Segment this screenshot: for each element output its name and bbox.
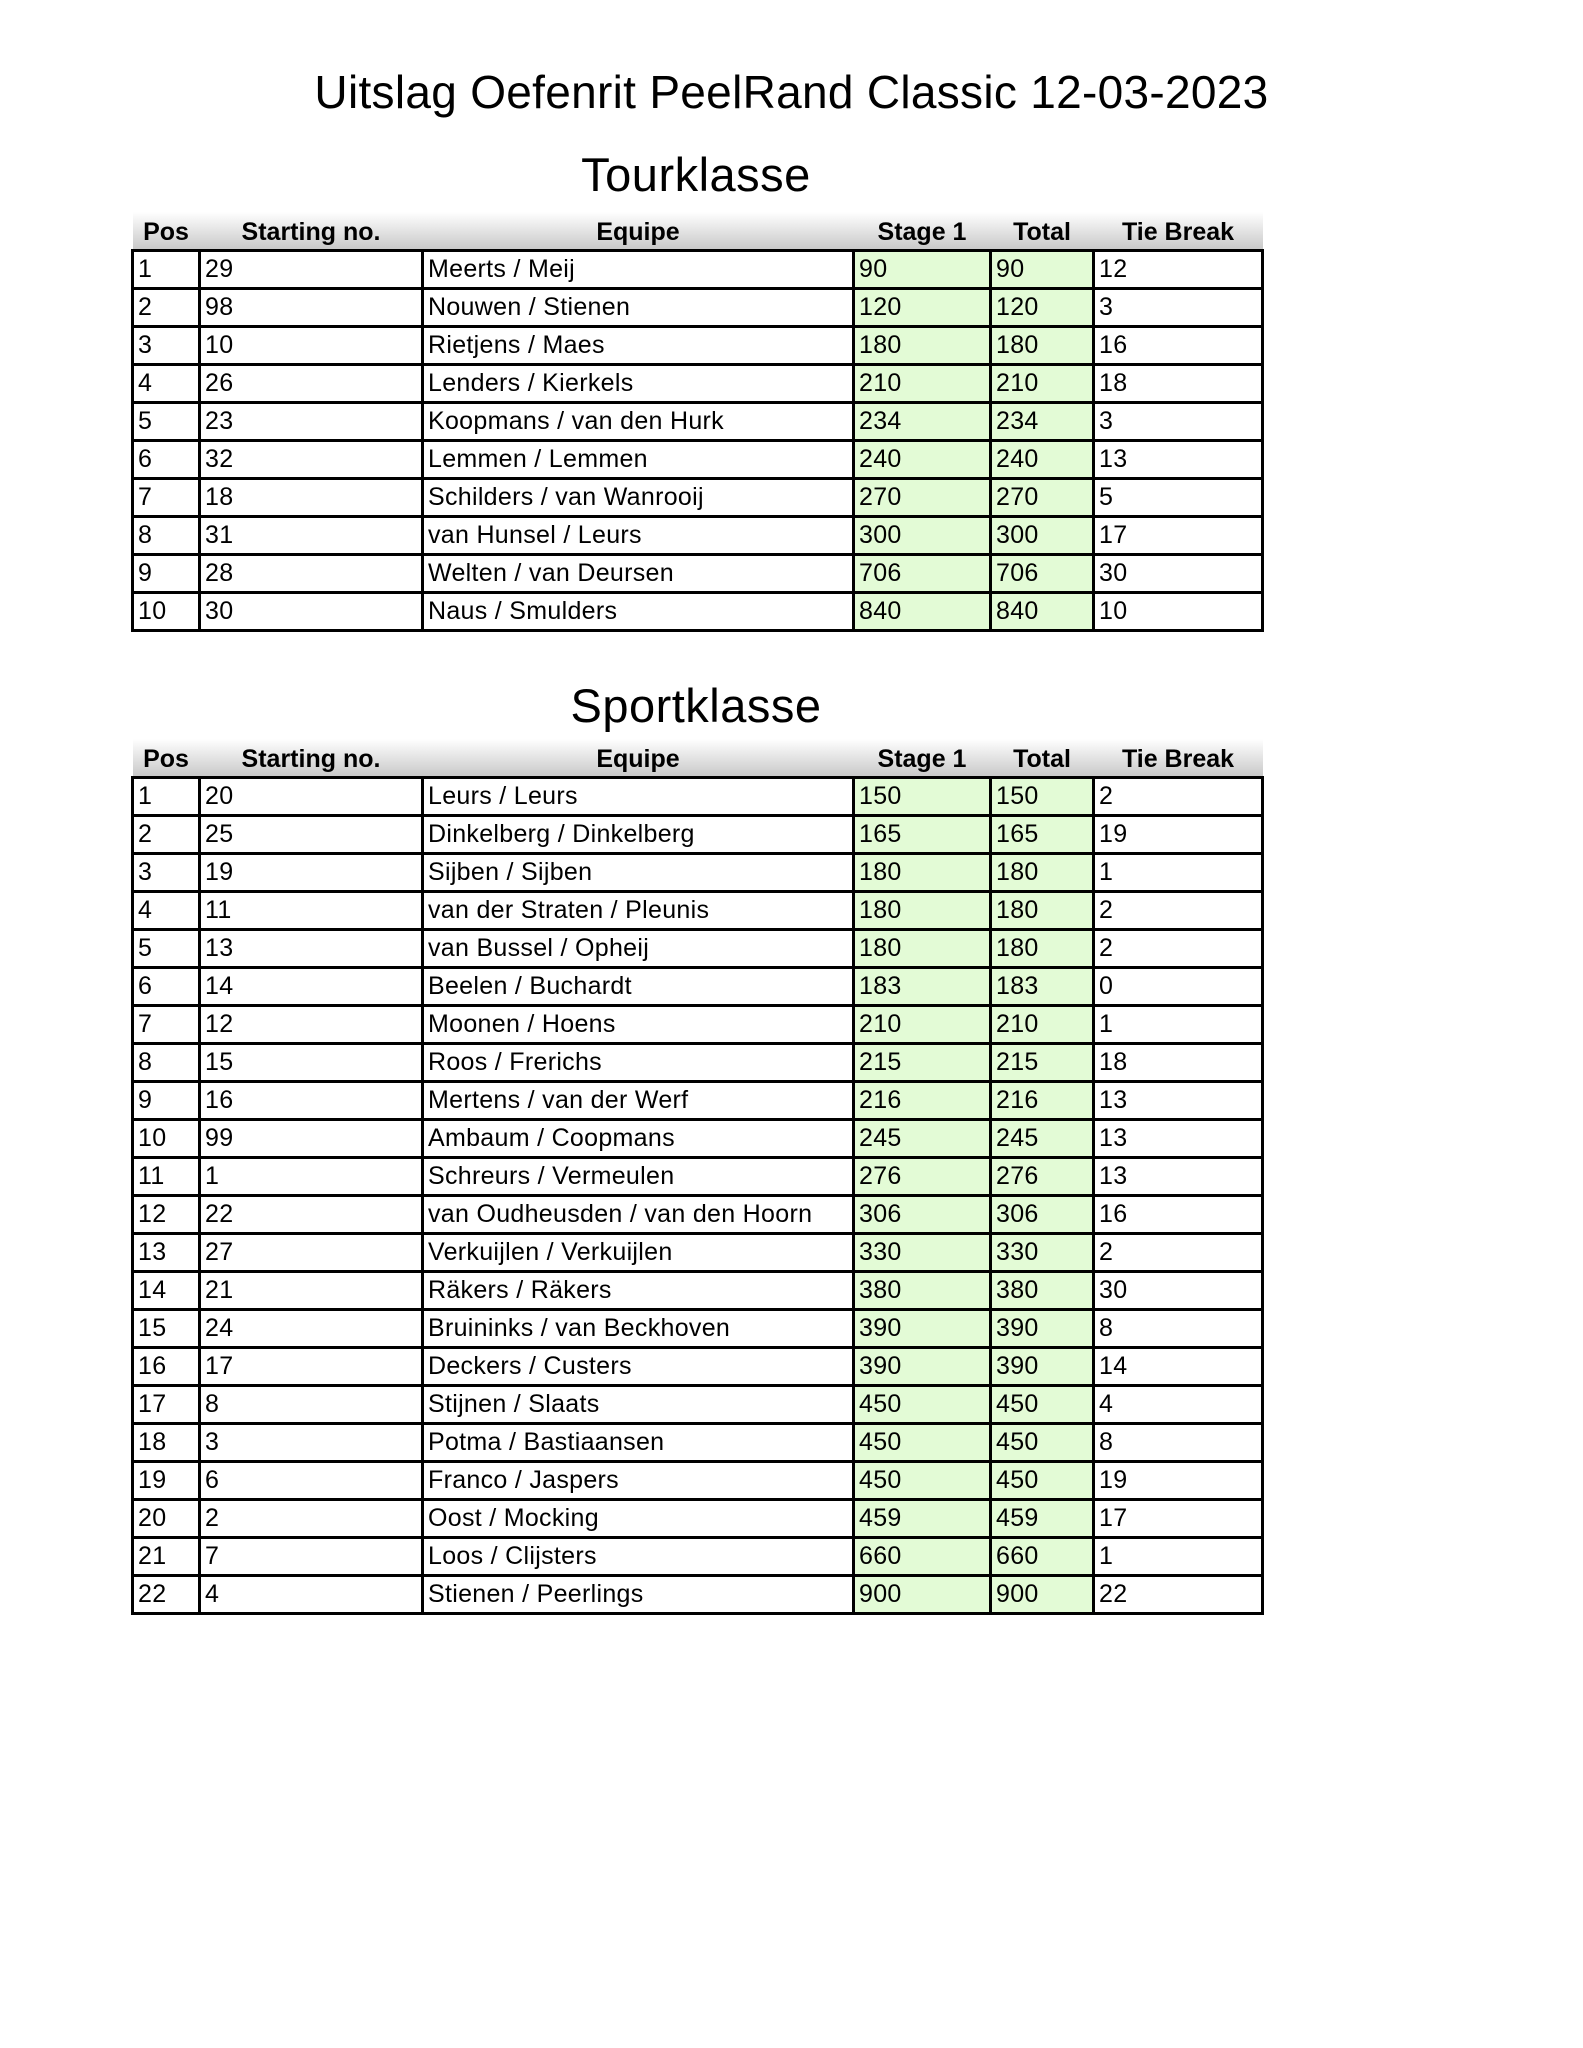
cell-tie-break: 13 — [1094, 1157, 1263, 1195]
table-row — [133, 1005, 1263, 1043]
cell-pos: 11 — [133, 1157, 200, 1195]
cell-total: 180 — [991, 326, 1094, 364]
column-header-tie-break: Tie Break — [1094, 212, 1263, 250]
cell-stage1: 900 — [854, 1575, 991, 1613]
cell-starting-no: 32 — [200, 440, 423, 478]
cell-starting-no: 10 — [200, 326, 423, 364]
cell-starting-no: 21 — [200, 1271, 423, 1309]
cell-stage1: 183 — [854, 967, 991, 1005]
cell-tie-break: 12 — [1094, 250, 1263, 288]
cell-total: 180 — [991, 929, 1094, 967]
cell-stage1: 306 — [854, 1195, 991, 1233]
cell-pos: 6 — [133, 440, 200, 478]
cell-starting-no: 15 — [200, 1043, 423, 1081]
cell-total: 180 — [991, 891, 1094, 929]
cell-total: 270 — [991, 478, 1094, 516]
table-row — [133, 516, 1263, 554]
cell-total: 210 — [991, 364, 1094, 402]
cell-tie-break: 1 — [1094, 853, 1263, 891]
cell-pos: 18 — [133, 1423, 200, 1461]
cell-starting-no: 30 — [200, 592, 423, 630]
sportklasse-title: Sportklasse — [570, 679, 822, 732]
cell-pos: 12 — [133, 1195, 200, 1233]
cell-total: 90 — [991, 250, 1094, 288]
cell-starting-no: 16 — [200, 1081, 423, 1119]
cell-tie-break: 1 — [1094, 1005, 1263, 1043]
cell-pos: 14 — [133, 1271, 200, 1309]
cell-starting-no: 24 — [200, 1309, 423, 1347]
table-row — [133, 1043, 1263, 1081]
cell-tie-break: 8 — [1094, 1309, 1263, 1347]
cell-starting-no: 12 — [200, 1005, 423, 1043]
column-header-stage1: Stage 1 — [854, 212, 991, 250]
cell-stage1: 380 — [854, 1271, 991, 1309]
cell-total: 390 — [991, 1347, 1094, 1385]
table-header-row — [133, 212, 1263, 250]
sportklasse-table — [131, 739, 1264, 1615]
cell-total: 210 — [991, 1005, 1094, 1043]
cell-equipe: Bruininks / van Beckhoven — [423, 1309, 854, 1347]
cell-tie-break: 2 — [1094, 929, 1263, 967]
cell-pos: 16 — [133, 1347, 200, 1385]
cell-tie-break: 17 — [1094, 1499, 1263, 1537]
cell-starting-no: 7 — [200, 1537, 423, 1575]
cell-pos: 1 — [133, 250, 200, 288]
column-header-starting-no: Starting no. — [200, 739, 423, 777]
cell-tie-break: 16 — [1094, 326, 1263, 364]
column-header-total: Total — [991, 739, 1094, 777]
cell-tie-break: 16 — [1094, 1195, 1263, 1233]
table-row — [133, 853, 1263, 891]
column-header-starting-no: Starting no. — [200, 212, 423, 250]
cell-starting-no: 13 — [200, 929, 423, 967]
table-row — [133, 554, 1263, 592]
cell-tie-break: 30 — [1094, 1271, 1263, 1309]
cell-tie-break: 22 — [1094, 1575, 1263, 1613]
cell-stage1: 390 — [854, 1309, 991, 1347]
cell-starting-no: 4 — [200, 1575, 423, 1613]
cell-tie-break: 0 — [1094, 967, 1263, 1005]
sportklasse-rows — [133, 777, 1263, 1613]
cell-tie-break: 13 — [1094, 1119, 1263, 1157]
cell-starting-no: 3 — [200, 1423, 423, 1461]
cell-total: 300 — [991, 516, 1094, 554]
tourklasse-table — [131, 212, 1264, 632]
column-header-total: Total — [991, 212, 1094, 250]
table-row — [133, 326, 1263, 364]
cell-starting-no: 98 — [200, 288, 423, 326]
cell-starting-no: 2 — [200, 1499, 423, 1537]
cell-stage1: 706 — [854, 554, 991, 592]
table-row — [133, 891, 1263, 929]
cell-total: 245 — [991, 1119, 1094, 1157]
cell-starting-no: 31 — [200, 516, 423, 554]
column-header-pos: Pos — [133, 212, 200, 250]
cell-stage1: 180 — [854, 853, 991, 891]
cell-pos: 10 — [133, 1119, 200, 1157]
cell-pos: 9 — [133, 1081, 200, 1119]
cell-stage1: 450 — [854, 1423, 991, 1461]
cell-stage1: 210 — [854, 364, 991, 402]
cell-equipe: Moonen / Hoens — [423, 1005, 854, 1043]
cell-equipe: Naus / Smulders — [423, 592, 854, 630]
table-row — [133, 1081, 1263, 1119]
cell-stage1: 210 — [854, 1005, 991, 1043]
cell-tie-break: 1 — [1094, 1537, 1263, 1575]
cell-total: 216 — [991, 1081, 1094, 1119]
cell-equipe: Sijben / Sijben — [423, 853, 854, 891]
cell-starting-no: 19 — [200, 853, 423, 891]
cell-tie-break: 3 — [1094, 288, 1263, 326]
cell-equipe: Beelen / Buchardt — [423, 967, 854, 1005]
cell-equipe: Meerts / Meij — [423, 250, 854, 288]
cell-tie-break: 2 — [1094, 777, 1263, 815]
cell-tie-break: 10 — [1094, 592, 1263, 630]
cell-pos: 7 — [133, 478, 200, 516]
table-row — [133, 929, 1263, 967]
cell-equipe: Franco / Jaspers — [423, 1461, 854, 1499]
cell-total: 183 — [991, 967, 1094, 1005]
cell-stage1: 300 — [854, 516, 991, 554]
cell-starting-no: 6 — [200, 1461, 423, 1499]
cell-starting-no: 28 — [200, 554, 423, 592]
cell-total: 459 — [991, 1499, 1094, 1537]
cell-starting-no: 22 — [200, 1195, 423, 1233]
cell-stage1: 180 — [854, 326, 991, 364]
cell-tie-break: 19 — [1094, 815, 1263, 853]
cell-equipe: Loos / Clijsters — [423, 1537, 854, 1575]
tourklasse-rows — [133, 250, 1263, 630]
cell-stage1: 180 — [854, 929, 991, 967]
cell-equipe: Dinkelberg / Dinkelberg — [423, 815, 854, 853]
cell-equipe: Verkuijlen / Verkuijlen — [423, 1233, 854, 1271]
column-header-equipe: Equipe — [423, 212, 854, 250]
cell-equipe: Ambaum / Coopmans — [423, 1119, 854, 1157]
cell-stage1: 660 — [854, 1537, 991, 1575]
cell-starting-no: 17 — [200, 1347, 423, 1385]
cell-tie-break: 18 — [1094, 1043, 1263, 1081]
cell-tie-break: 19 — [1094, 1461, 1263, 1499]
cell-tie-break: 14 — [1094, 1347, 1263, 1385]
cell-stage1: 276 — [854, 1157, 991, 1195]
cell-total: 380 — [991, 1271, 1094, 1309]
cell-pos: 10 — [133, 592, 200, 630]
cell-equipe: Potma / Bastiaansen — [423, 1423, 854, 1461]
cell-starting-no: 26 — [200, 364, 423, 402]
cell-total: 276 — [991, 1157, 1094, 1195]
cell-pos: 6 — [133, 967, 200, 1005]
table-row — [133, 1461, 1263, 1499]
cell-pos: 19 — [133, 1461, 200, 1499]
cell-starting-no: 25 — [200, 815, 423, 853]
column-header-tie-break: Tie Break — [1094, 739, 1263, 777]
cell-equipe: Stienen / Peerlings — [423, 1575, 854, 1613]
column-header-equipe: Equipe — [423, 739, 854, 777]
cell-equipe: Roos / Frerichs — [423, 1043, 854, 1081]
table-row — [133, 1347, 1263, 1385]
table-row — [133, 478, 1263, 516]
column-header-stage1: Stage 1 — [854, 739, 991, 777]
cell-equipe: Welten / van Deursen — [423, 554, 854, 592]
cell-pos: 5 — [133, 929, 200, 967]
cell-total: 450 — [991, 1423, 1094, 1461]
table-row — [133, 250, 1263, 288]
cell-tie-break: 4 — [1094, 1385, 1263, 1423]
cell-stage1: 120 — [854, 288, 991, 326]
cell-total: 450 — [991, 1461, 1094, 1499]
cell-pos: 4 — [133, 891, 200, 929]
table-row — [133, 1157, 1263, 1195]
cell-total: 180 — [991, 853, 1094, 891]
table-row — [133, 1537, 1263, 1575]
table-row — [133, 592, 1263, 630]
table-row — [133, 967, 1263, 1005]
cell-tie-break: 30 — [1094, 554, 1263, 592]
cell-equipe: Rietjens / Maes — [423, 326, 854, 364]
cell-stage1: 270 — [854, 478, 991, 516]
cell-starting-no: 11 — [200, 891, 423, 929]
cell-stage1: 459 — [854, 1499, 991, 1537]
cell-stage1: 450 — [854, 1385, 991, 1423]
table-row — [133, 440, 1263, 478]
cell-pos: 7 — [133, 1005, 200, 1043]
cell-pos: 2 — [133, 288, 200, 326]
table-row — [133, 1233, 1263, 1271]
cell-equipe: van Hunsel / Leurs — [423, 516, 854, 554]
cell-pos: 2 — [133, 815, 200, 853]
cell-total: 165 — [991, 815, 1094, 853]
cell-equipe: van Oudheusden / van den Hoorn — [423, 1195, 854, 1233]
cell-pos: 13 — [133, 1233, 200, 1271]
table-row — [133, 1195, 1263, 1233]
cell-total: 234 — [991, 402, 1094, 440]
cell-stage1: 234 — [854, 402, 991, 440]
table-row — [133, 1309, 1263, 1347]
cell-stage1: 150 — [854, 777, 991, 815]
cell-starting-no: 14 — [200, 967, 423, 1005]
cell-equipe: Deckers / Custers — [423, 1347, 854, 1385]
cell-stage1: 245 — [854, 1119, 991, 1157]
cell-stage1: 450 — [854, 1461, 991, 1499]
table-row — [133, 402, 1263, 440]
cell-pos: 5 — [133, 402, 200, 440]
cell-pos: 1 — [133, 777, 200, 815]
cell-equipe: Schreurs / Vermeulen — [423, 1157, 854, 1195]
cell-total: 450 — [991, 1385, 1094, 1423]
cell-pos: 3 — [133, 326, 200, 364]
cell-stage1: 240 — [854, 440, 991, 478]
cell-stage1: 165 — [854, 815, 991, 853]
cell-total: 900 — [991, 1575, 1094, 1613]
cell-pos: 17 — [133, 1385, 200, 1423]
table-row — [133, 1499, 1263, 1537]
table-row — [133, 288, 1263, 326]
cell-pos: 20 — [133, 1499, 200, 1537]
cell-tie-break: 3 — [1094, 402, 1263, 440]
cell-tie-break: 2 — [1094, 891, 1263, 929]
cell-stage1: 840 — [854, 592, 991, 630]
cell-equipe: van der Straten / Pleunis — [423, 891, 854, 929]
cell-total: 240 — [991, 440, 1094, 478]
cell-pos: 4 — [133, 364, 200, 402]
cell-total: 120 — [991, 288, 1094, 326]
table-row — [133, 1423, 1263, 1461]
cell-pos: 8 — [133, 516, 200, 554]
cell-pos: 22 — [133, 1575, 200, 1613]
cell-equipe: Lemmen / Lemmen — [423, 440, 854, 478]
cell-starting-no: 99 — [200, 1119, 423, 1157]
cell-tie-break: 17 — [1094, 516, 1263, 554]
cell-equipe: van Bussel / Opheij — [423, 929, 854, 967]
cell-equipe: Stijnen / Slaats — [423, 1385, 854, 1423]
table-row — [133, 1119, 1263, 1157]
cell-total: 390 — [991, 1309, 1094, 1347]
cell-total: 706 — [991, 554, 1094, 592]
table-row — [133, 777, 1263, 815]
cell-pos: 8 — [133, 1043, 200, 1081]
cell-equipe: Räkers / Räkers — [423, 1271, 854, 1309]
document-title: Uitslag Oefenrit PeelRand Classic 12-03-2023 — [314, 66, 1269, 118]
cell-stage1: 216 — [854, 1081, 991, 1119]
cell-starting-no: 8 — [200, 1385, 423, 1423]
table-header-row — [133, 739, 1263, 777]
cell-starting-no: 1 — [200, 1157, 423, 1195]
cell-tie-break: 5 — [1094, 478, 1263, 516]
cell-stage1: 390 — [854, 1347, 991, 1385]
cell-pos: 15 — [133, 1309, 200, 1347]
cell-pos: 3 — [133, 853, 200, 891]
cell-starting-no: 20 — [200, 777, 423, 815]
cell-starting-no: 27 — [200, 1233, 423, 1271]
cell-tie-break: 13 — [1094, 1081, 1263, 1119]
cell-pos: 9 — [133, 554, 200, 592]
cell-equipe: Mertens / van der Werf — [423, 1081, 854, 1119]
cell-equipe: Nouwen / Stienen — [423, 288, 854, 326]
cell-tie-break: 13 — [1094, 440, 1263, 478]
cell-total: 330 — [991, 1233, 1094, 1271]
cell-tie-break: 2 — [1094, 1233, 1263, 1271]
cell-total: 215 — [991, 1043, 1094, 1081]
column-header-pos: Pos — [133, 739, 200, 777]
cell-equipe: Schilders / van Wanrooij — [423, 478, 854, 516]
cell-stage1: 180 — [854, 891, 991, 929]
cell-stage1: 215 — [854, 1043, 991, 1081]
cell-total: 306 — [991, 1195, 1094, 1233]
cell-stage1: 330 — [854, 1233, 991, 1271]
cell-starting-no: 29 — [200, 250, 423, 288]
cell-tie-break: 8 — [1094, 1423, 1263, 1461]
cell-pos: 21 — [133, 1537, 200, 1575]
cell-equipe: Lenders / Kierkels — [423, 364, 854, 402]
cell-equipe: Oost / Mocking — [423, 1499, 854, 1537]
cell-stage1: 90 — [854, 250, 991, 288]
cell-equipe: Koopmans / van den Hurk — [423, 402, 854, 440]
table-row — [133, 815, 1263, 853]
cell-tie-break: 18 — [1094, 364, 1263, 402]
table-row — [133, 1385, 1263, 1423]
cell-starting-no: 18 — [200, 478, 423, 516]
cell-starting-no: 23 — [200, 402, 423, 440]
table-row — [133, 1271, 1263, 1309]
cell-equipe: Leurs / Leurs — [423, 777, 854, 815]
table-row — [133, 364, 1263, 402]
cell-total: 660 — [991, 1537, 1094, 1575]
cell-total: 840 — [991, 592, 1094, 630]
table-row — [133, 1575, 1263, 1613]
cell-total: 150 — [991, 777, 1094, 815]
tourklasse-title: Tourklasse — [581, 148, 811, 201]
